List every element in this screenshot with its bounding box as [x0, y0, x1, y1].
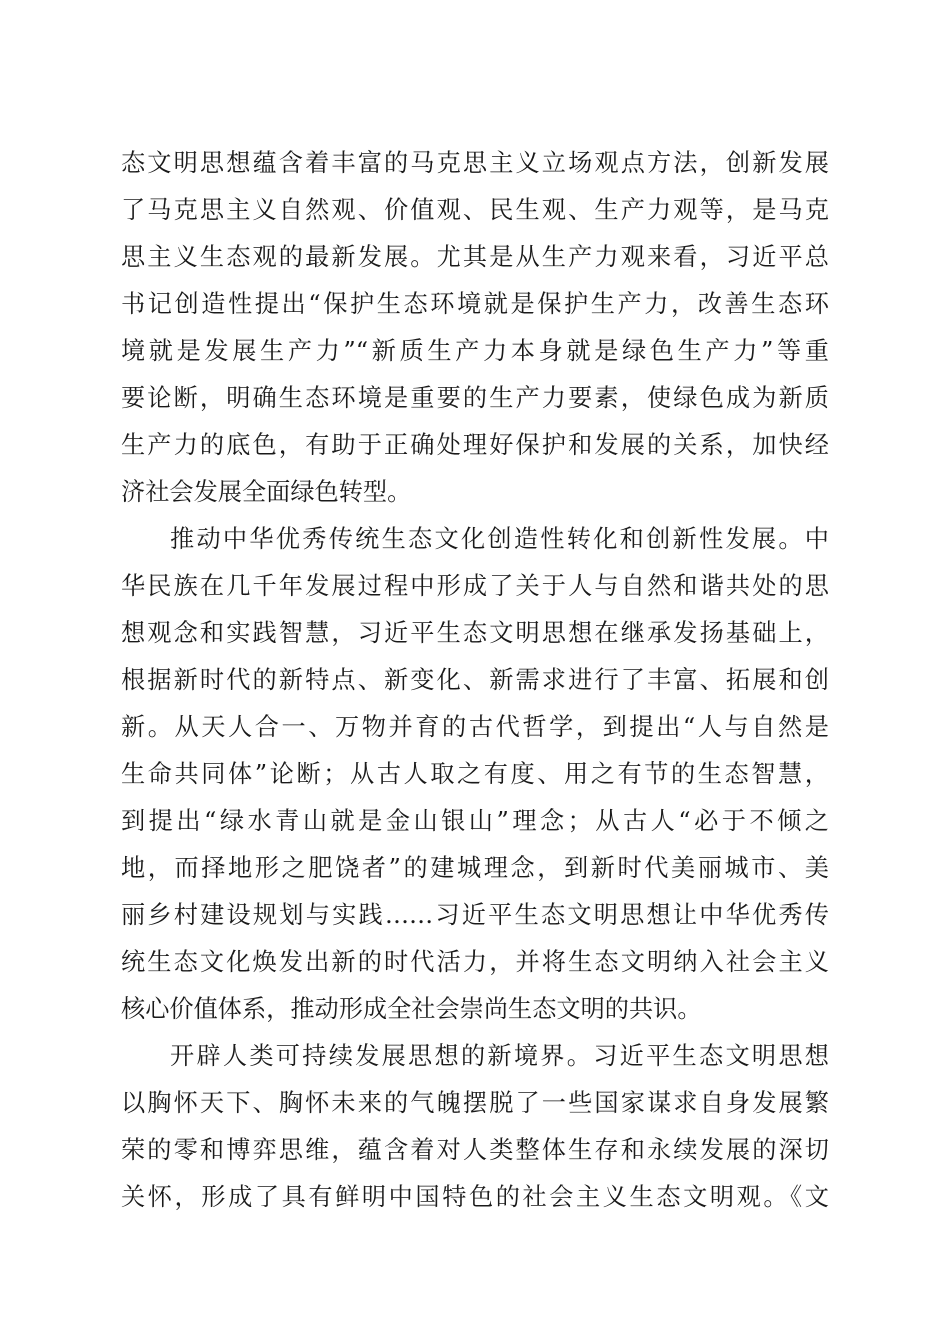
text-line: 华民族在几千年发展过程中形成了关于人与自然和谐共处的思: [121, 572, 829, 600]
paragraph-sustainable-development: [121, 1033, 829, 1221]
document-page: [121, 140, 829, 1221]
text-line: 开辟人类可持续发展思想的新境界。习近平生态文明思想: [170, 1042, 829, 1070]
text-line: 推动中华优秀传统生态文化创造性转化和创新性发展。中: [170, 525, 829, 553]
text-line: 书记创造性提出“保护生态环境就是保护生产力，改善生态环: [121, 290, 829, 318]
text-line: 荣的零和博弈思维，蕴含着对人类整体生存和永续发展的深切: [121, 1136, 829, 1164]
text-line: 统生态文化焕发出新的时代活力，并将生态文明纳入社会主义: [121, 948, 829, 976]
text-line: 核心价值体系，推动形成全社会崇尚生态文明的共识。: [121, 995, 702, 1023]
text-line: 要论断，明确生态环境是重要的生产力要素，使绿色成为新质: [121, 384, 829, 412]
paragraph-marxist-ecology: [121, 140, 829, 516]
text-line: 想观念和实践智慧，习近平生态文明思想在继承发扬基础上，: [121, 619, 829, 647]
text-line: 生产力的底色，有助于正确处理好保护和发展的关系，加快经: [121, 431, 829, 459]
text-line: 关怀，形成了具有鲜明中国特色的社会主义生态文明观。《文: [121, 1183, 829, 1211]
text-line: 思主义生态观的最新发展。尤其是从生产力观来看，习近平总: [121, 243, 829, 271]
paragraph-traditional-culture: [121, 516, 829, 1033]
text-line: 根据新时代的新特点、新变化、新需求进行了丰富、拓展和创: [121, 666, 829, 694]
text-line: 济社会发展全面绿色转型。: [121, 478, 412, 506]
text-line: 生命共同体”论断；从古人取之有度、用之有节的生态智慧，: [121, 760, 829, 788]
text-line: 以胸怀天下、胸怀未来的气魄摆脱了一些国家谋求自身发展繁: [121, 1089, 829, 1117]
text-line: 境就是发展生产力”“新质生产力本身就是绿色生产力”等重: [121, 337, 829, 365]
text-line: 到提出“绿水青山就是金山银山”理念；从古人“必于不倾之: [121, 807, 829, 835]
text-line: 地，而择地形之肥饶者”的建城理念，到新时代美丽城市、美: [121, 854, 829, 882]
text-line: 丽乡村建设规划与实践……习近平生态文明思想让中华优秀传: [121, 901, 829, 929]
text-line: 了马克思主义自然观、价值观、民生观、生产力观等，是马克: [121, 196, 829, 224]
text-line: 新。从天人合一、万物并育的古代哲学，到提出“人与自然是: [121, 713, 829, 741]
text-line: 态文明思想蕴含着丰富的马克思主义立场观点方法，创新发展: [121, 149, 829, 177]
